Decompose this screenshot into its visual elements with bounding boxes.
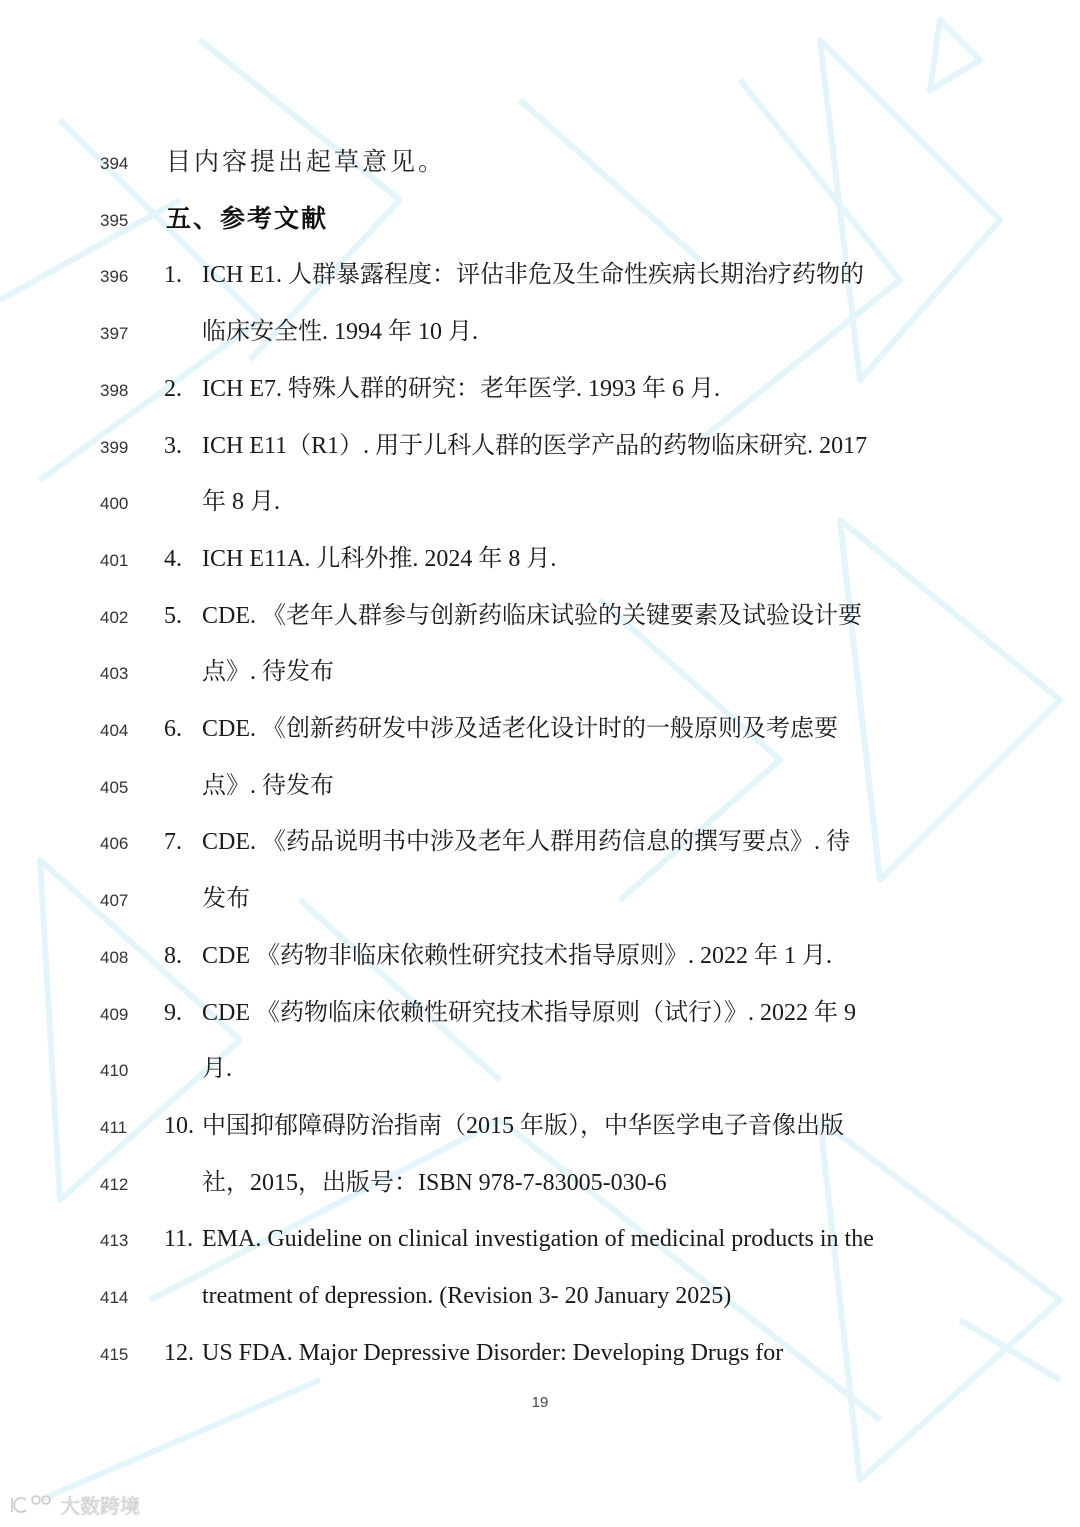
document-line [0, 255, 1080, 295]
reference-text: CDE 《药物非临床依赖性研究技术指导原则》. 2022 年 1 月. [202, 942, 832, 969]
reference-text: CDE. 《老年人群参与创新药临床试验的关键要素及试验设计要 [202, 602, 862, 629]
brand-watermark [8, 1490, 140, 1519]
reference-number: 4. [164, 545, 182, 572]
reference-item [164, 709, 838, 749]
reference-continuation: 点》. 待发布 [202, 659, 334, 686]
document-line [0, 879, 1080, 919]
reference-text: EMA. Guideline on clinical investigation of medicinal products in the [202, 1226, 874, 1253]
line-number: 398 [100, 380, 129, 400]
reference-number: 3. [164, 432, 182, 459]
reference-text: CDE. 《创新药研发中涉及适老化设计时的一般原则及考虑要 [202, 716, 838, 742]
reference-item [164, 936, 832, 976]
document-line [0, 1276, 1080, 1316]
line-number: 409 [100, 1004, 129, 1024]
reference-continuation: 临床安全性. 1994 年 10 月. [202, 319, 478, 346]
reference-number: 10. [164, 1112, 194, 1139]
reference-number: 12. [164, 1339, 194, 1366]
line-number: 406 [100, 834, 129, 854]
reference-number: 9. [164, 999, 182, 1026]
document-line [0, 1333, 1080, 1373]
document-line [0, 1163, 1080, 1203]
document-line [0, 766, 1080, 806]
reference-number: 7. [164, 829, 182, 856]
reference-number: 11. [164, 1226, 194, 1253]
reference-item [164, 993, 856, 1033]
reference-text: CDE 《药物临床依赖性研究技术指导原则（试行）》. 2022 年 9 [202, 999, 856, 1026]
reference-continuation: 年 8 月. [202, 489, 280, 516]
line-number: 395 [100, 210, 129, 230]
reference-continuation: 月. [202, 1056, 232, 1083]
document-line [0, 1106, 1080, 1146]
document-line [0, 539, 1080, 579]
reference-text: 中国抑郁障碍防治指南（2015 年版），中华医学电子音像出版 [202, 1112, 844, 1139]
document-line [0, 1219, 1080, 1259]
document-line [0, 142, 1080, 182]
line-number: 394 [100, 154, 129, 173]
reference-text: ICH E11A. 儿科外推. 2024 年 8 月. [202, 545, 557, 572]
reference-item [164, 596, 862, 636]
document-line [0, 596, 1080, 636]
body-text: 目内容提出起草意见。 [166, 147, 447, 176]
document-line [0, 312, 1080, 352]
document-line [0, 482, 1080, 522]
reference-item [164, 539, 556, 579]
line-number: 410 [100, 1061, 129, 1081]
document-line [0, 199, 1080, 239]
document-line [0, 652, 1080, 692]
line-number: 401 [100, 550, 129, 570]
reference-item [164, 1219, 874, 1259]
page-number: 19 [531, 1394, 549, 1411]
line-number: 405 [100, 777, 129, 797]
line-number: 412 [100, 1174, 129, 1194]
reference-item [164, 1106, 844, 1146]
reference-number: 6. [164, 716, 182, 742]
line-number: 400 [100, 494, 129, 514]
reference-text: US FDA. Major Depressive Disorder: Developing Drugs for [202, 1339, 784, 1366]
reference-number: 8. [164, 942, 182, 969]
document-line [0, 936, 1080, 976]
line-number: 414 [100, 1288, 129, 1307]
document-line [0, 426, 1080, 466]
line-number: 399 [100, 437, 129, 457]
reference-number: 5. [164, 602, 182, 629]
line-number: 404 [100, 721, 129, 740]
1688-logo-icon [8, 1494, 54, 1516]
document-line [0, 1049, 1080, 1089]
reference-continuation: 社，2015，出版号：ISBN 978-7-83005-030-6 [202, 1169, 667, 1196]
reference-text: ICH E11（R1）. 用于儿科人群的医学产品的药物临床研究. 2017 [202, 432, 868, 459]
reference-item [164, 255, 864, 295]
reference-continuation: 发布 [202, 886, 250, 913]
line-number: 407 [100, 891, 129, 911]
line-number: 415 [100, 1344, 129, 1364]
section-heading: 五、参考文献 [166, 203, 329, 233]
line-number: 403 [100, 664, 129, 684]
reference-continuation: treatment of depression. (Revision 3- 20 January 2025) [202, 1283, 732, 1309]
reference-text: CDE. 《药品说明书中涉及老年人群用药信息的撰写要点》. 待 [202, 829, 850, 856]
reference-item [164, 822, 850, 862]
document-line [0, 709, 1080, 749]
line-number: 396 [100, 267, 129, 287]
reference-number: 2. [164, 375, 182, 402]
line-number: 402 [100, 607, 129, 627]
line-number: 413 [100, 1231, 129, 1251]
reference-item [164, 369, 720, 409]
document-line [0, 822, 1080, 862]
line-number: 411 [100, 1117, 128, 1137]
reference-item [164, 1333, 783, 1373]
brand-name: 大数跨境 [60, 1494, 140, 1518]
line-number: 408 [100, 947, 129, 967]
line-number: 397 [100, 324, 129, 344]
document-line [0, 993, 1080, 1033]
document-line [0, 369, 1080, 409]
reference-text: ICH E1. 人群暴露程度：评估非危及生命性疾病长期治疗药物的 [202, 262, 864, 289]
reference-number: 1. [164, 262, 182, 289]
reference-text: ICH E7. 特殊人群的研究：老年医学. 1993 年 6 月. [202, 375, 720, 402]
reference-continuation: 点》. 待发布 [202, 772, 334, 799]
reference-item [164, 426, 867, 466]
